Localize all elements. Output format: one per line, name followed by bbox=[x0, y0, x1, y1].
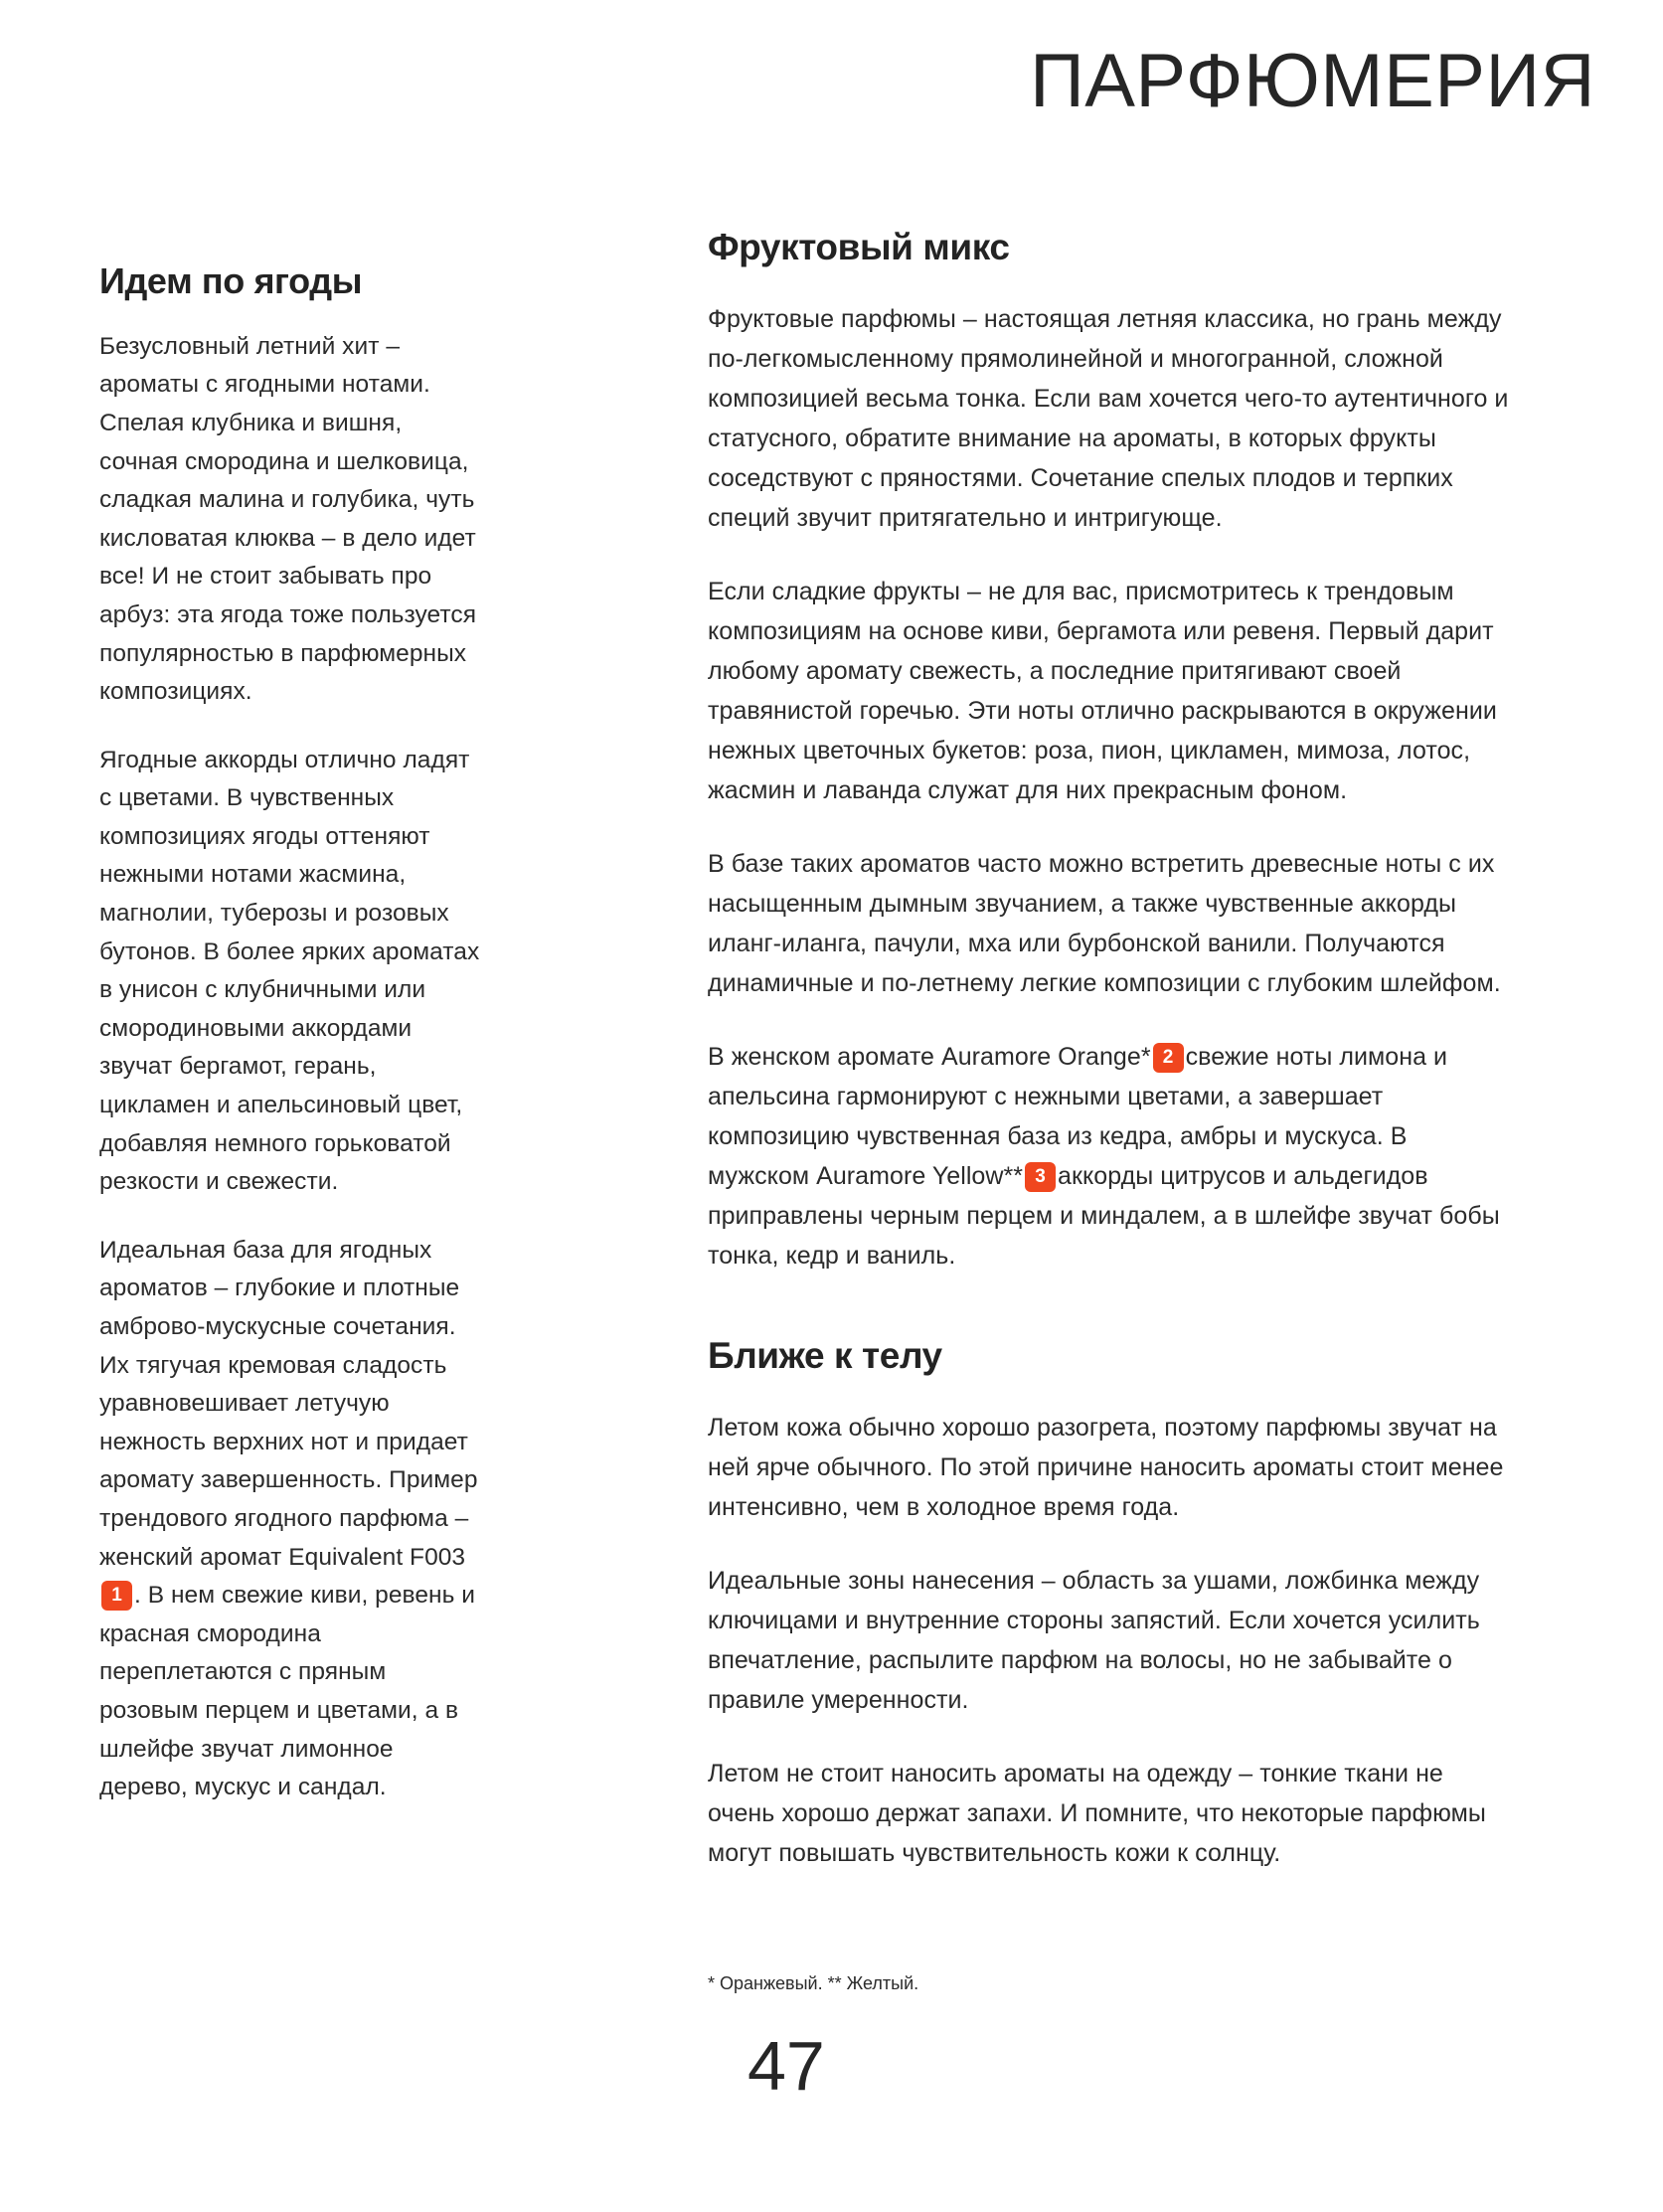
left-paragraph-2: Ягодные аккорды отлично ладят с цветами. В чувственных композициях ягоды оттеняют нежными нотами жасмина, магнолии, туберозы и розовых бутонов. В более ярких ароматах в унисон с клубничными или смородиновыми аккордами звучат бергамот, герань, цикламен и апельсиновый цвет, добавляя немного горьковатой резкости и свежести. bbox=[99, 746, 480, 1196]
left-paragraph-3-text-before: Идеальная база для ягодных ароматов – глубокие и плотные амброво-мускусные сочетания. Их тягучая кремовая сладость уравновешивает летучую нежность верхних нот и придает аромату завершенность. Пример трендового ягодного парфюма – женский аромат Equivalent F003 bbox=[99, 1236, 478, 1571]
left-paragraph-3 bbox=[99, 1232, 485, 1807]
auramore-text-part-3: аккорды цитрусов и альдегидов приправлены черным перцем и миндалем, а в шлейфе звучат бобы тонка, кедр и ваниль. bbox=[708, 1161, 1500, 1270]
right-paragraph-auramore bbox=[708, 1037, 1513, 1276]
reference-badge-2[interactable]: 2 bbox=[1153, 1043, 1184, 1073]
right-paragraph-4: Летом кожа обычно хорошо разогрета, поэтому парфюмы звучат на ней ярче обычного. По этой причине наносить ароматы стоит менее интенсивно, чем в холодное время года. bbox=[708, 1413, 1504, 1521]
left-paragraph-3-text-after: . В нем свежие киви, ревень и красная смородина переплетаются с пряным розовым перцем и цветами, а в шлейфе звучат лимонное дерево, мускус и сандал. bbox=[99, 1582, 475, 1801]
right-paragraph-3: В базе таких ароматов часто можно встретить древесные ноты с их насыщенным дымным звучанием, а также чувственные аккорды иланг-иланга, пачули, мха или бурбонской ванили. Получаются динамичные и по-летнему легкие композиции с глубоким шлейфом. bbox=[708, 849, 1501, 997]
footnote: * Оранжевый. ** Желтый. bbox=[708, 1973, 919, 1993]
right-paragraph-2: Если сладкие фрукты – не для вас, присмотритесь к трендовым композициям на основе киви, бергамота или ревеня. Первый дарит любому аромату свежесть, а последние притягивают своей травянистой горечью. Эти ноты отлично раскрываются в окружении нежных цветочных букетов: роза, пион, цикламен, мимоза, лотос, жасмин и лаванда служат для них прекрасным фоном. bbox=[708, 577, 1497, 804]
right-paragraph-1: Фруктовые парфюмы – настоящая летняя классика, но грань между по-легкомысленному прямолинейной и многогранной, сложной композицией весьма тонка. Если вам хочется чего-то аутентичного и статусного, обратите внимание на ароматы, в которых фрукты соседствуют с пряностями. Сочетание спелых плодов и терпких специй звучит притягательно и интригующе. bbox=[708, 304, 1509, 532]
reference-badge-3[interactable]: 3 bbox=[1025, 1162, 1056, 1192]
auramore-text-part-2: свежие ноты лимона и апельсина гармонируют с нежными цветами, а завершает композицию чувственная база из кедра, амбры и мускуса. В мужском Auramore Yellow** bbox=[708, 1042, 1448, 1190]
masthead bbox=[0, 39, 1595, 123]
right-section-heading-fruit-mix: Фруктовый микс bbox=[708, 227, 1010, 267]
right-paragraph-6: Летом не стоит наносить ароматы на одежду – тонкие ткани не очень хорошо держат запахи. И помните, что некоторые парфюмы могут повышать чувствительность кожи к солнцу. bbox=[708, 1759, 1486, 1867]
auramore-text-part-1: В женском аромате Auramore Orange* bbox=[708, 1042, 1151, 1071]
page-number: 47 bbox=[748, 2027, 825, 2105]
left-section-heading: Идем по ягоды bbox=[99, 260, 363, 301]
reference-badge-1[interactable]: 1 bbox=[101, 1581, 132, 1611]
right-column bbox=[708, 227, 1513, 1873]
right-paragraph-5: Идеальные зоны нанесения – область за ушами, ложбинка между ключицами и внутренние стороны запястий. Если хочется усилить впечатление, распылите парфюм на волосы, но не забывайте о правиле умеренности. bbox=[708, 1566, 1480, 1714]
page-title: ПАРФЮМЕРИЯ bbox=[1030, 39, 1595, 123]
left-column bbox=[99, 260, 485, 1807]
left-paragraph-1: Безусловный летний хит – ароматы с ягодными нотами. Спелая клубника и вишня, сочная смородина и шелковица, сладкая малина и голубика, чуть кисловатая клюква – в дело идет все! И не стоит забывать про арбуз: эта ягода тоже пользуется популярностью в парфюмерных композициях. bbox=[99, 332, 477, 706]
right-section-heading-closer-to-body: Ближе к телу bbox=[708, 1334, 942, 1376]
